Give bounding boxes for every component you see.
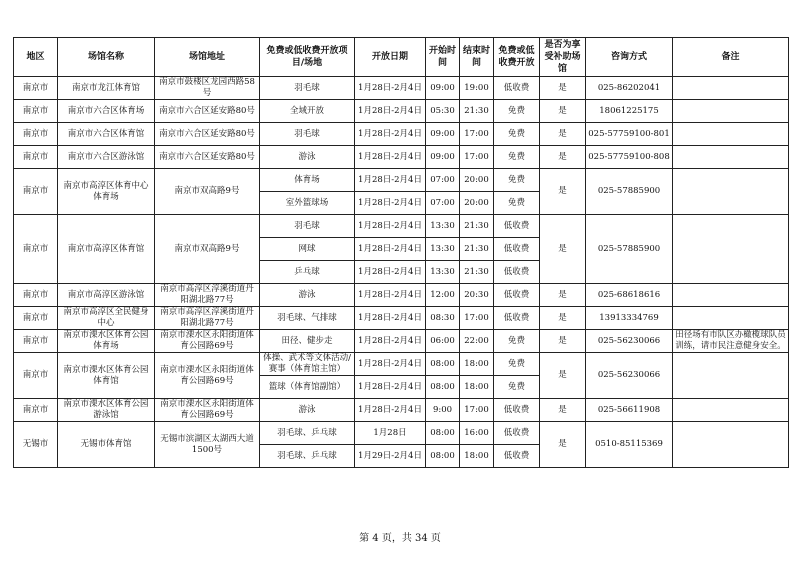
project-cell: 田径、健步走 (260, 330, 355, 353)
venue-name-cell: 南京市六合区体育场 (58, 100, 155, 123)
note-cell: 田径场有市队区办橄榄球队员训练，请市民注意健身安全。 (673, 330, 789, 353)
start-time-cell: 13:30 (426, 215, 460, 238)
subsidized-cell: 是 (540, 330, 586, 353)
project-cell: 羽毛球 (260, 215, 355, 238)
end-time-cell: 20:00 (460, 192, 494, 215)
region-cell: 南京市 (14, 100, 58, 123)
fee-cell: 免费 (494, 353, 540, 376)
note-cell (673, 422, 789, 468)
region-cell: 南京市 (14, 307, 58, 330)
contact-cell: 18061225175 (586, 100, 673, 123)
project-cell: 羽毛球 (260, 123, 355, 146)
fee-cell: 低收费 (494, 215, 540, 238)
table-row (14, 399, 789, 422)
dates-cell: 1月28日-2月4日 (355, 330, 426, 353)
fee-cell: 低收费 (494, 307, 540, 330)
note-cell (673, 215, 789, 284)
start-time-cell: 9:00 (426, 399, 460, 422)
region-cell: 无锡市 (14, 422, 58, 468)
address-cell: 南京市溧水区永阳街道体育公园路69号 (155, 399, 260, 422)
dates-cell: 1月28日-2月4日 (355, 307, 426, 330)
fee-cell: 免费 (494, 169, 540, 192)
end-time-cell: 18:00 (460, 445, 494, 468)
dates-cell: 1月28日-2月4日 (355, 77, 426, 100)
venue-name-cell: 南京市高淳区游泳馆 (58, 284, 155, 307)
header-cell: 开始时间 (426, 38, 460, 77)
header-cell: 是否为享受补助场馆 (540, 38, 586, 77)
dates-cell: 1月28日-2月4日 (355, 284, 426, 307)
start-time-cell: 08:00 (426, 376, 460, 399)
project-cell: 游泳 (260, 399, 355, 422)
venue-name-cell: 南京市高淳区体育馆 (58, 215, 155, 284)
header-cell: 地区 (14, 38, 58, 77)
table-row (14, 123, 789, 146)
start-time-cell: 08:00 (426, 445, 460, 468)
end-time-cell: 18:00 (460, 353, 494, 376)
end-time-cell: 17:00 (460, 123, 494, 146)
project-cell: 游泳 (260, 146, 355, 169)
fee-cell: 低收费 (494, 261, 540, 284)
address-cell: 南京市双高路9号 (155, 169, 260, 215)
dates-cell: 1月28日-2月4日 (355, 376, 426, 399)
end-time-cell: 18:00 (460, 376, 494, 399)
note-cell (673, 169, 789, 215)
venue-name-cell: 南京市溧水区体育公园体育场 (58, 330, 155, 353)
address-cell: 南京市六合区延安路80号 (155, 146, 260, 169)
schedule-table (13, 37, 789, 468)
project-cell: 体操、武术等文体活动/赛事（体育馆主馆） (260, 353, 355, 376)
start-time-cell: 12:00 (426, 284, 460, 307)
start-time-cell: 13:30 (426, 261, 460, 284)
start-time-cell: 09:00 (426, 77, 460, 100)
fee-cell: 免费 (494, 123, 540, 146)
subsidized-cell: 是 (540, 100, 586, 123)
header-cell: 咨询方式 (586, 38, 673, 77)
venue-name-cell: 无锡市体育馆 (58, 422, 155, 468)
subsidized-cell: 是 (540, 353, 586, 399)
start-time-cell: 07:00 (426, 192, 460, 215)
end-time-cell: 20:30 (460, 284, 494, 307)
subsidized-cell: 是 (540, 215, 586, 284)
end-time-cell: 22:00 (460, 330, 494, 353)
dates-cell: 1月28日-2月4日 (355, 100, 426, 123)
subsidized-cell: 是 (540, 77, 586, 100)
venue-name-cell: 南京市龙江体育馆 (58, 77, 155, 100)
fee-cell: 低收费 (494, 238, 540, 261)
start-time-cell: 09:00 (426, 146, 460, 169)
end-time-cell: 20:00 (460, 169, 494, 192)
project-cell: 体育场 (260, 169, 355, 192)
subsidized-cell: 是 (540, 307, 586, 330)
fee-cell: 低收费 (494, 284, 540, 307)
contact-cell: 025-56230066 (586, 353, 673, 399)
fee-cell: 免费 (494, 100, 540, 123)
contact-cell: 025-56230066 (586, 330, 673, 353)
note-cell (673, 100, 789, 123)
fee-cell: 免费 (494, 330, 540, 353)
note-cell (673, 123, 789, 146)
project-cell: 全域开放 (260, 100, 355, 123)
region-cell: 南京市 (14, 123, 58, 146)
start-time-cell: 09:00 (426, 123, 460, 146)
project-cell: 网球 (260, 238, 355, 261)
table-row (14, 100, 789, 123)
table-row (14, 77, 789, 100)
end-time-cell: 17:00 (460, 399, 494, 422)
project-cell: 游泳 (260, 284, 355, 307)
start-time-cell: 07:00 (426, 169, 460, 192)
end-time-cell: 21:30 (460, 238, 494, 261)
address-cell: 南京市溧水区永阳街道体育公园路69号 (155, 353, 260, 399)
table-row (14, 353, 789, 376)
region-cell: 南京市 (14, 146, 58, 169)
subsidized-cell: 是 (540, 284, 586, 307)
region-cell: 南京市 (14, 353, 58, 399)
note-cell (673, 353, 789, 399)
dates-cell: 1月28日-2月4日 (355, 123, 426, 146)
address-cell: 南京市高淳区淳溪街道丹阳湖北路77号 (155, 284, 260, 307)
venue-name-cell: 南京市六合区游泳馆 (58, 146, 155, 169)
dates-cell: 1月28日 (355, 422, 426, 445)
dates-cell: 1月28日-2月4日 (355, 399, 426, 422)
project-cell: 羽毛球、气排球 (260, 307, 355, 330)
note-cell (673, 146, 789, 169)
dates-cell: 1月28日-2月4日 (355, 353, 426, 376)
contact-cell: 025-86202041 (586, 77, 673, 100)
contact-cell: 025-57759100-801 (586, 123, 673, 146)
fee-cell: 低收费 (494, 399, 540, 422)
dates-cell: 1月28日-2月4日 (355, 215, 426, 238)
region-cell: 南京市 (14, 169, 58, 215)
contact-cell: 025-56611908 (586, 399, 673, 422)
start-time-cell: 08:00 (426, 353, 460, 376)
address-cell: 南京市六合区延安路80号 (155, 123, 260, 146)
table-row (14, 146, 789, 169)
start-time-cell: 08:00 (426, 422, 460, 445)
note-cell (673, 284, 789, 307)
table-row (14, 215, 789, 238)
table-row (14, 169, 789, 192)
header-cell: 场馆名称 (58, 38, 155, 77)
venue-name-cell: 南京市溧水区体育公园游泳馆 (58, 399, 155, 422)
address-cell: 南京市双高路9号 (155, 215, 260, 284)
subsidized-cell: 是 (540, 123, 586, 146)
contact-cell: 0510-85115369 (586, 422, 673, 468)
dates-cell: 1月28日-2月4日 (355, 146, 426, 169)
schedule-body (14, 77, 789, 468)
venue-name-cell: 南京市六合区体育馆 (58, 123, 155, 146)
header-cell: 场馆地址 (155, 38, 260, 77)
contact-cell: 025-57759100-808 (586, 146, 673, 169)
address-cell: 南京市溧水区永阳街道体育公园路69号 (155, 330, 260, 353)
region-cell: 南京市 (14, 215, 58, 284)
end-time-cell: 21:30 (460, 100, 494, 123)
end-time-cell: 21:30 (460, 215, 494, 238)
header-row (14, 38, 789, 77)
address-cell: 南京市六合区延安路80号 (155, 100, 260, 123)
fee-cell: 低收费 (494, 445, 540, 468)
contact-cell: 025-68618616 (586, 284, 673, 307)
start-time-cell: 06:00 (426, 330, 460, 353)
note-cell (673, 77, 789, 100)
contact-cell: 025-57885900 (586, 215, 673, 284)
subsidized-cell: 是 (540, 422, 586, 468)
contact-cell: 025-57885900 (586, 169, 673, 215)
subsidized-cell: 是 (540, 169, 586, 215)
page-footer: 第 4 页，共 34 页 (359, 533, 441, 544)
dates-cell: 1月29日-2月4日 (355, 445, 426, 468)
header-cell: 结束时间 (460, 38, 494, 77)
start-time-cell: 05:30 (426, 100, 460, 123)
dates-cell: 1月28日-2月4日 (355, 192, 426, 215)
address-cell: 南京市鼓楼区龙园西路58号 (155, 77, 260, 100)
table-row (14, 284, 789, 307)
contact-cell: 13913334769 (586, 307, 673, 330)
header-cell: 开放日期 (355, 38, 426, 77)
fee-cell: 低收费 (494, 77, 540, 100)
fee-cell: 低收费 (494, 422, 540, 445)
header-cell: 免费或低收费开放项目/场地 (260, 38, 355, 77)
start-time-cell: 08:30 (426, 307, 460, 330)
header-cell: 备注 (673, 38, 789, 77)
region-cell: 南京市 (14, 399, 58, 422)
fee-cell: 免费 (494, 146, 540, 169)
project-cell: 羽毛球 (260, 77, 355, 100)
fee-cell: 免费 (494, 192, 540, 215)
project-cell: 羽毛球、乒乓球 (260, 422, 355, 445)
table-row (14, 422, 789, 445)
region-cell: 南京市 (14, 284, 58, 307)
end-time-cell: 17:00 (460, 146, 494, 169)
table-row (14, 330, 789, 353)
end-time-cell: 16:00 (460, 422, 494, 445)
region-cell: 南京市 (14, 77, 58, 100)
project-cell: 乒乓球 (260, 261, 355, 284)
end-time-cell: 17:00 (460, 307, 494, 330)
project-cell: 室外篮球场 (260, 192, 355, 215)
start-time-cell: 13:30 (426, 238, 460, 261)
end-time-cell: 21:30 (460, 261, 494, 284)
dates-cell: 1月28日-2月4日 (355, 261, 426, 284)
venue-name-cell: 南京市高淳区全民健身中心 (58, 307, 155, 330)
dates-cell: 1月28日-2月4日 (355, 169, 426, 192)
subsidized-cell: 是 (540, 399, 586, 422)
venue-name-cell: 南京市溧水区体育公园体育馆 (58, 353, 155, 399)
table-row (14, 307, 789, 330)
note-cell (673, 307, 789, 330)
subsidized-cell: 是 (540, 146, 586, 169)
venue-name-cell: 南京市高淳区体育中心体育场 (58, 169, 155, 215)
end-time-cell: 19:00 (460, 77, 494, 100)
region-cell: 南京市 (14, 330, 58, 353)
dates-cell: 1月28日-2月4日 (355, 238, 426, 261)
address-cell: 南京市高淳区淳溪街道丹阳湖北路77号 (155, 307, 260, 330)
fee-cell: 免费 (494, 376, 540, 399)
address-cell: 无锡市滨湖区太湖西大道1500号 (155, 422, 260, 468)
project-cell: 篮球（体育馆副馆） (260, 376, 355, 399)
note-cell (673, 399, 789, 422)
project-cell: 羽毛球、乒乓球 (260, 445, 355, 468)
header-cell: 免费或低收费开放 (494, 38, 540, 77)
